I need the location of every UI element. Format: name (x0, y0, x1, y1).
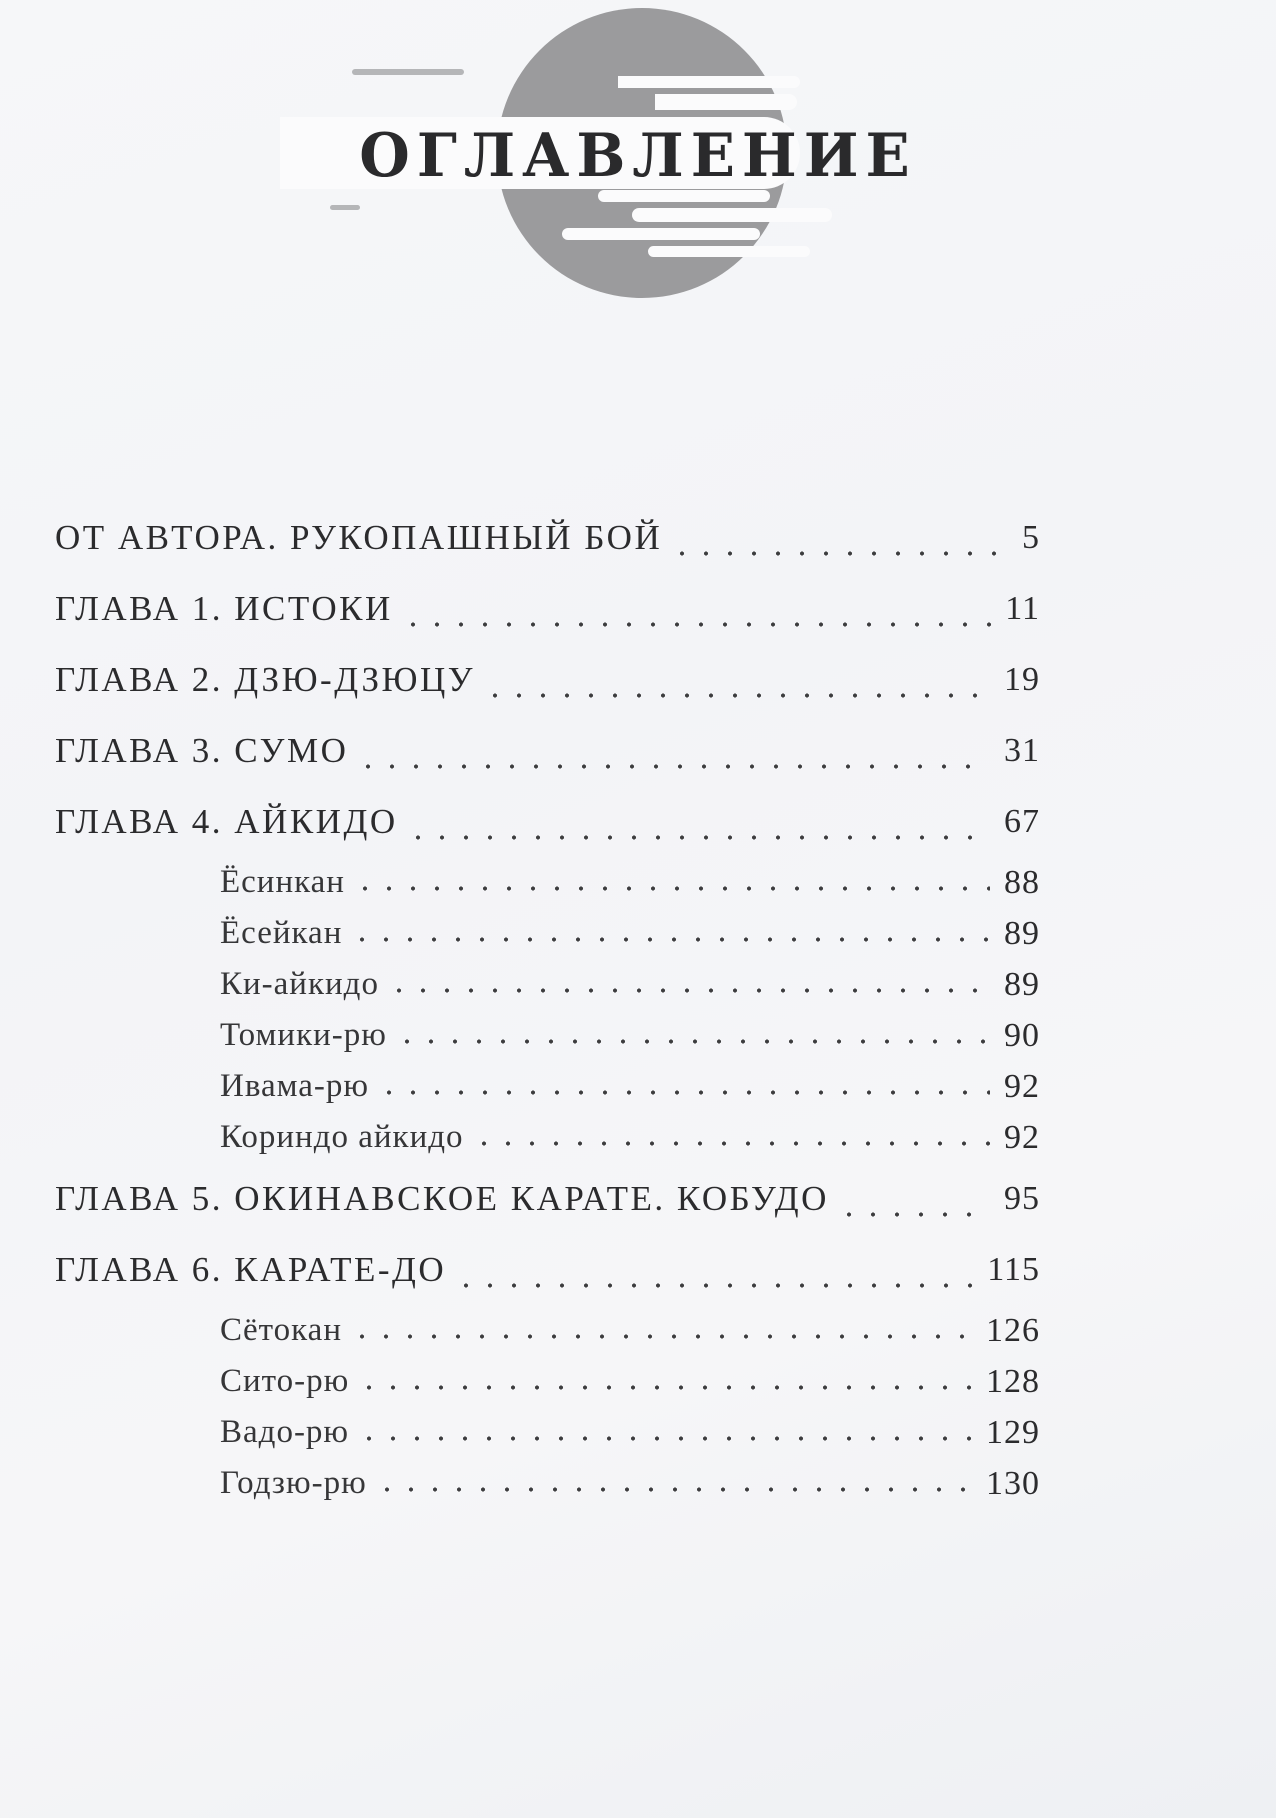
toc-entry-page: 95 (1004, 1179, 1040, 1217)
dot-leader (493, 693, 990, 698)
dot-leader (363, 886, 990, 891)
wind-streak-icon (598, 190, 770, 202)
dot-leader (680, 551, 1008, 556)
toc-entry-label: Ёсейкан (220, 915, 343, 951)
toc-entry-label: ГЛАВА 1. ИСТОКИ (55, 588, 393, 628)
toc-entry-page: 129 (986, 1413, 1040, 1451)
toc-entry (55, 644, 1040, 715)
toc-entry-page: 88 (1004, 863, 1040, 901)
chapter-emblem (0, 0, 1276, 300)
toc-entry-label: Годзю-рю (220, 1465, 367, 1501)
toc-entry-page: 128 (986, 1362, 1040, 1400)
dot-leader (464, 1283, 973, 1288)
dot-leader (367, 1436, 972, 1441)
toc-entry (55, 908, 1040, 959)
toc-entry-page: 11 (1005, 589, 1040, 627)
toc-entry (55, 1305, 1040, 1356)
toc-entry (55, 1163, 1040, 1234)
toc-entry-label: Ивама-рю (220, 1068, 370, 1104)
dot-leader (405, 1039, 990, 1044)
toc-entry-label: Томики-рю (220, 1017, 387, 1053)
wind-streak-icon (655, 94, 797, 110)
toc-entry (55, 1112, 1040, 1163)
wind-streak-icon (632, 208, 832, 222)
toc-entry-page: 130 (986, 1464, 1040, 1502)
toc-entry (55, 1234, 1040, 1305)
toc-entry-page: 126 (986, 1311, 1040, 1349)
toc-entry-label: Кориндо айкидо (220, 1119, 464, 1155)
toc-entry (55, 1356, 1040, 1407)
toc-entry (55, 573, 1040, 644)
toc-entry (55, 502, 1040, 573)
wind-streak-icon (562, 228, 760, 240)
dot-leader (416, 835, 990, 840)
toc-entry (55, 1010, 1040, 1061)
wind-streak-icon (618, 76, 800, 88)
toc-entry-label: Ки-айкидо (220, 966, 379, 1002)
toc-entry-page: 89 (1004, 914, 1040, 952)
toc-entry (55, 857, 1040, 908)
dot-leader (366, 764, 990, 769)
toc-entry-label: Ёсинкан (220, 864, 345, 900)
dot-leader (411, 622, 992, 627)
toc-entry-label: Сито-рю (220, 1363, 350, 1399)
toc-entry-page: 19 (1004, 660, 1040, 698)
toc-entry-label: Вадо-рю (220, 1414, 350, 1450)
toc-entry (55, 715, 1040, 786)
toc-entry-page: 90 (1004, 1016, 1040, 1054)
toc-entry-label: ГЛАВА 3. СУМО (55, 730, 349, 770)
toc-list (55, 502, 1040, 1509)
dot-leader (397, 988, 990, 993)
wind-streak-icon (352, 69, 464, 75)
toc-entry-label: ГЛАВА 6. КАРАТЕ-ДО (55, 1249, 447, 1289)
toc-entry (55, 1407, 1040, 1458)
dot-leader (387, 1090, 990, 1095)
wind-streak-icon (648, 246, 810, 257)
toc-entry-page: 5 (1022, 518, 1040, 556)
dot-leader (360, 1334, 972, 1339)
dot-leader (385, 1487, 972, 1492)
toc-entry (55, 1061, 1040, 1112)
dot-leader (367, 1385, 972, 1390)
dot-leader (482, 1141, 990, 1146)
toc-entry-label: ОТ АВТОРА. РУКОПАШНЫЙ БОЙ (55, 517, 663, 557)
page-title: ОГЛАВЛЕНИЕ (359, 119, 917, 191)
toc-entry-label: ГЛАВА 4. АЙКИДО (55, 801, 398, 841)
toc-entry-page: 92 (1004, 1118, 1040, 1156)
toc-entry-page: 115 (987, 1250, 1040, 1288)
wind-streak-icon (330, 205, 360, 210)
toc-entry-page: 31 (1004, 731, 1040, 769)
toc-entry-label: Сётокан (220, 1312, 342, 1348)
toc-entry (55, 1458, 1040, 1509)
dot-leader (847, 1212, 990, 1217)
toc-entry (55, 786, 1040, 857)
toc-entry-page: 92 (1004, 1067, 1040, 1105)
toc-entry-page: 89 (1004, 965, 1040, 1003)
dot-leader (360, 937, 990, 942)
toc-entry (55, 959, 1040, 1010)
toc-entry-page: 67 (1004, 802, 1040, 840)
toc-entry-label: ГЛАВА 2. ДЗЮ-ДЗЮЦУ (55, 659, 476, 699)
toc-entry-label: ГЛАВА 5. ОКИНАВСКОЕ КАРАТЕ. КОБУДО (55, 1178, 829, 1218)
